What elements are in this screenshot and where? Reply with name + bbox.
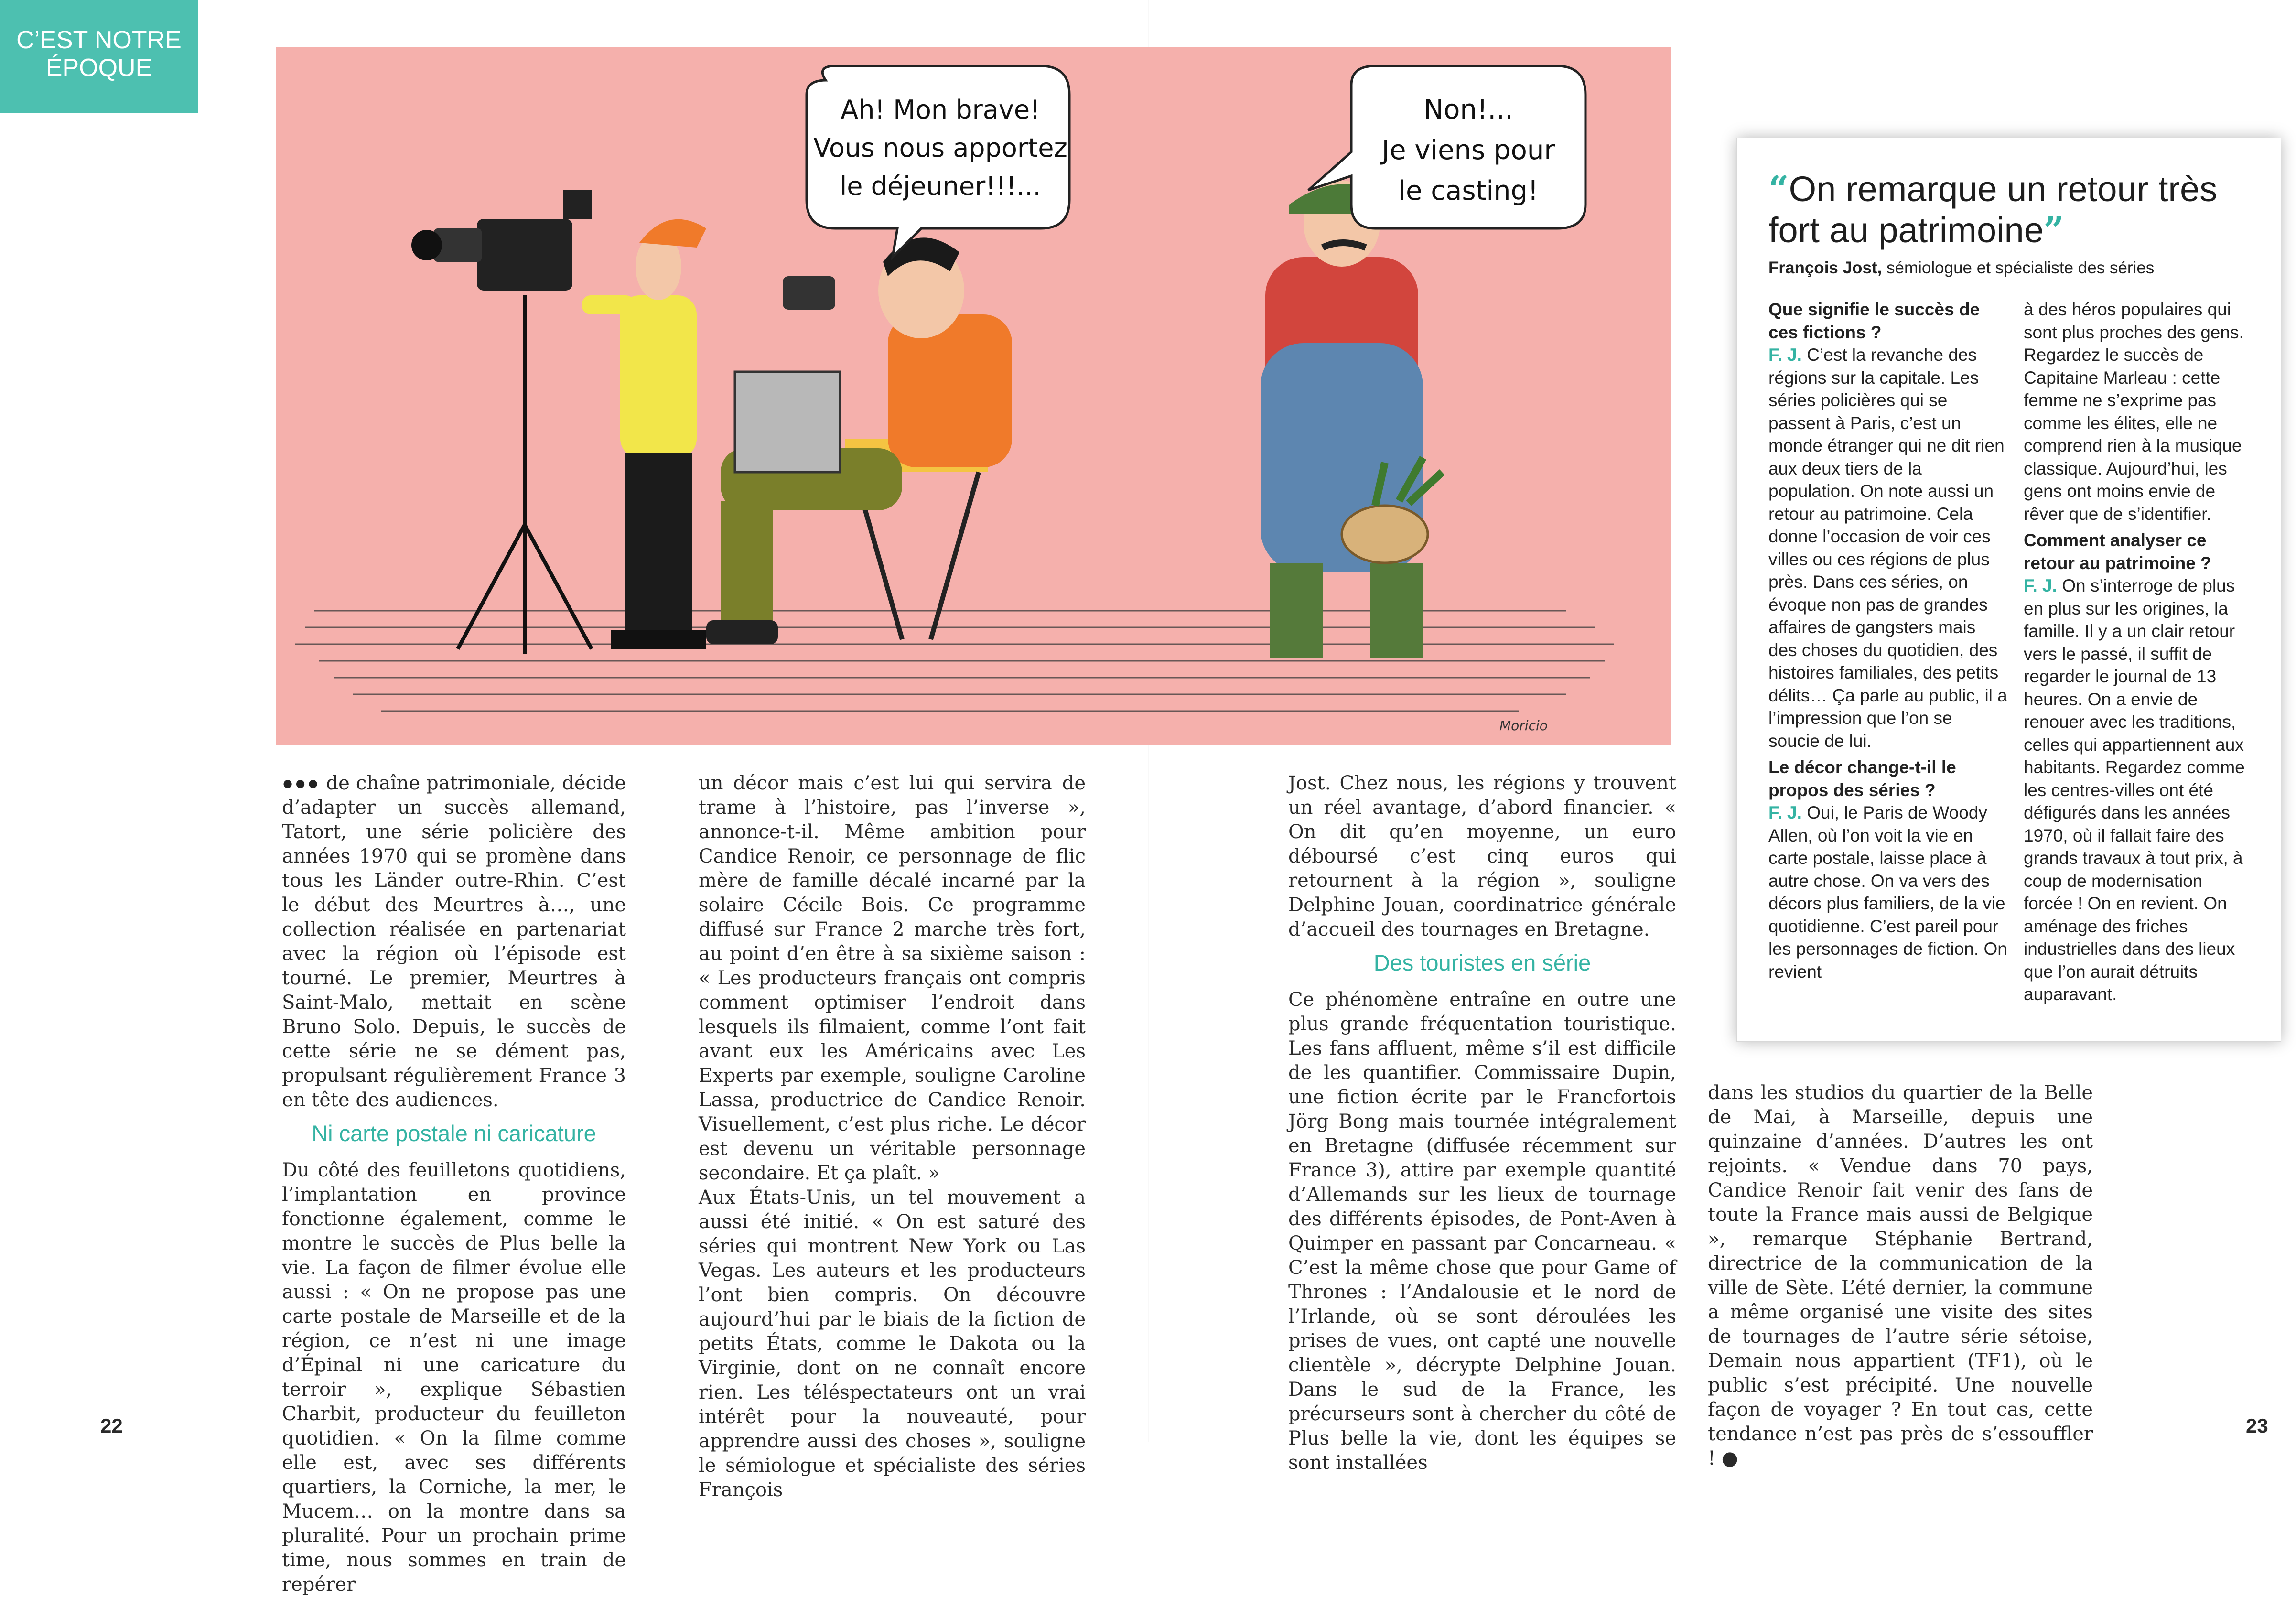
- director: [706, 237, 1012, 644]
- question-2: Le décor change-t-il le propos des séries ?: [1768, 757, 1956, 800]
- bubble-right-line3: le casting!: [1398, 175, 1539, 206]
- question-1: Que signifie le succès de ces fictions ?: [1768, 300, 1980, 342]
- answer-3-initials: F. J.: [2024, 576, 2057, 595]
- close-quote-icon: ”: [2043, 210, 2064, 251]
- article-column-1: [282, 771, 626, 1597]
- interview-column-right: [2024, 298, 2248, 1006]
- col3-paragraph-1: Jost. Chez nous, les régions y trouvent un réel avantage, d’abord financier. « On dit qu’en moyenne, un euro déboursé c’est cinq euros qui retournent à la région », souligne Delphine Jouan, coordinatrice générale d’accueil des tournages en Bretagne.: [1288, 772, 1676, 940]
- cartoon-drawing: [276, 47, 1671, 745]
- interview-column-left: [1768, 298, 2007, 983]
- col3-paragraph-2: Ce phénomène entraîne en outre une plus grande fréquentation touristique. Les fans affluent, même s’il est difficile de les quantifier. Commissaire Dupin, une fiction écrite par le Francfortois Jörg Bong mais tournée intégralement en Bretagne (diffusée récemment sur France 3), attire par exemple quantité d’Allemands sur les lieux de tournage des différents épisodes, de Pont-Aven à Quimper en passant par Concarneau. « C’est la même chose que pour Game of Thrones : l’Andalousie et le nord de l’Irlande, où se sont déroulées les prises de vues, ont capté une nouvelle clientèle », décrypte Delphine Jouan. Dans le sud de la France, les précurseurs sont à chercher du côté de Plus belle la vie, dont les équipes se sont installées: [1288, 989, 1676, 1474]
- subheading-touristes-en-serie: Des touristes en série: [1373, 950, 1591, 975]
- subheading-ni-carte-postale: Ni carte postale ni caricature: [312, 1121, 596, 1146]
- farmer: [1261, 181, 1442, 658]
- bubble-left-line1: Ah! Mon brave!: [841, 95, 1040, 125]
- section-tag-line2: ÉPOQUE: [45, 54, 152, 82]
- article-column-2: [699, 771, 1086, 1502]
- interview-byline: [1768, 258, 2275, 279]
- col1-paragraph-2: Du côté des feuilletons quotidiens, l’implantation en province fonctionne également, comme le montre le succès de Plus belle la vie. La façon de filmer évolue elle aussi : « On ne propose pas une carte postale de Marseille et de la région, ce n’est ni une image d’Épinal ni une caricature du terroir », explique Sébastien Charbit, producteur du feuilleton quotidien. « On la filme comme elle est, avec ses différents quartiers, la Corniche, la mer, le Mucem… on la montre dans sa pluralité. Pour un prochain prime time, nous sommes en train de repérer: [282, 1159, 626, 1596]
- interview-headline-text: On remarque un retour très fort au patrimoine: [1768, 169, 2218, 250]
- col4-paragraph-1: dans les studios du quartier de la Belle de Mai, à Marseille, depuis une quinzaine d’années. D’autres les ont rejoints. « Vendue dans 70 pays, Candice Renoir fait venir des fans de toute la France mais aussi de Belgique », remarque Stéphanie Bertrand, directrice de la communication de la ville de Sète. L’été dernier, la commune a même organisé une visite des sites de tournages de l’autre série sétoise, Demain nous appartient (TF1), où le public s’est précipité. Une nouvelle façon de voyager ? En tout cas, cette tendance n’est pas près de s’essouffler !: [1708, 1082, 2093, 1469]
- byline-role: sémiologue et spécialiste des séries: [1882, 259, 2155, 277]
- question-3: Comment analyser ce retour au patrimoine ?: [2024, 530, 2211, 573]
- cartoon-illustration: [276, 47, 1671, 745]
- illustrator-signature: Moricio: [1499, 718, 1548, 734]
- answer-3: On s’interroge de plus en plus sur les origines, la famille. Il y a un clair retour vers le passé, il suffit de regarder le journal de 13 heures. On a envie de renouer avec les traditions, celles qui appartiennent aux habitants. Regardez comme les centres-villes ont été défigurés dans les années 1970, où il fallait faire des grands travaux à tout prix, à coup de modernisation forcée ! On en revient. On aménage des friches industrielles dans des lieux que l’on aurait détruits auparavant.: [2024, 576, 2245, 1004]
- bubble-right-line1: Non!...: [1423, 94, 1513, 125]
- answer-2: Oui, le Paris de Woody Allen, où l’on voit la vie en carte postale, laisse place à autre chose. On va vers des décors plus familiers, de la vie quotidienne. C’est pareil pour les personnages de fiction. On revient: [1768, 803, 2007, 982]
- page-number-left: 22: [100, 1414, 123, 1437]
- film-camera: [411, 190, 592, 291]
- bubble-left-line2: Vous nous apportez: [813, 133, 1067, 163]
- article-column-3: [1288, 771, 1676, 1475]
- continuation-marker: ●●●: [282, 773, 320, 794]
- bubble-left-line3: le déjeuner!!!...: [840, 171, 1041, 201]
- answer-1-initials: F. J.: [1768, 345, 1802, 365]
- end-of-article-mark: ●: [1715, 1447, 1738, 1469]
- camera-tripod: [458, 295, 592, 654]
- answer-2-continued: à des héros populaires qui sont plus proches des gens. Regardez le succès de Capitaine Marleau : cette femme ne s’exprime pas comme les élites, elle ne comprend rien à la musique classique. Aujourd’hui, les gens ont moins envie de rêver que de s’identifier.: [2024, 300, 2244, 524]
- open-quote-icon: “: [1768, 169, 1789, 210]
- interview-headline: [1768, 169, 2265, 251]
- byline-name: François Jost,: [1768, 259, 1882, 277]
- answer-1: C’est la revanche des régions sur la capitale. Les séries policières qui se passent à Paris, c’est un monde étranger qui ne dit rien aux deux tiers de la population. On note aussi un retour au patrimoine. Cela donne l’occasion de voir ces villes ou ces régions de plus près. Dans ces séries, on évoque non pas de grandes affaires de gangsters mais des choses du quotidien, des histoires familiales, des petits délits… Ça parle au public, il a l’impression que l’on se soucie de lui.: [1768, 345, 2007, 751]
- article-column-4: [1708, 1081, 2093, 1471]
- speech-bubble-left: [807, 66, 1069, 257]
- col1-paragraph-1: de chaîne patrimoniale, décide d’adapter un succès allemand, Tatort, une série policière des années 1970 qui se promène dans tous les Länder outre-Rhin. C’est le début des Meurtres à…, une collection réalisée en partenariat avec la région où l’épisode est tourné. Le premier, Meurtres à Saint-Malo, mettait en scène Bruno Solo. Depuis, le succès de cette série ne se dément pas, propulsant régulièrement France 3 en tête des audiences.: [282, 772, 626, 1111]
- section-tag-line1: C’EST NOTRE: [16, 26, 182, 54]
- col2-paragraph-2: Aux États-Unis, un tel mouvement a aussi été initié. « On est saturé des séries qui montrent New York ou Las Vegas. Les auteurs et les producteurs l’ont bien compris. On découvre aujourd’hui par le biais de la fiction de petits États, comme le Dakota ou la Virginie, dont on ne connaît encore rien. Les téléspectateurs ont un vrai intérêt pour la nouveauté, pour apprendre aussi des choses », souligne le sémiologue et spécialiste des séries François: [699, 1187, 1086, 1501]
- answer-2-initials: F. J.: [1768, 803, 1802, 822]
- col2-paragraph-1: un décor mais c’est lui qui servira de trame à l’histoire, pas l’inverse », annonce-t-il. Même ambition pour Candice Renoir, ce personnage de flic mère de famille décalé incarné par la solaire Cécile Bois. Ce programme diffusé sur France 2 marche très fort, au point d’en être à sa sixième saison : « Les producteurs français ont compris comment optimiser l’endroit dans lesquels ils filmaient, comme l’ont fait avant eux les Américains avec Les Experts par exemple, souligne Caroline Lassa, productrice de Candice Renoir. Visuellement, c’est plus riche. Le décor est devenu un véritable personnage secondaire. Et ça plaît. »: [699, 772, 1086, 1184]
- bubble-right-line2: Je viens pour: [1381, 135, 1555, 166]
- cameraman: [582, 219, 706, 649]
- interview-box: [1736, 138, 2281, 1042]
- section-tag: [0, 0, 198, 113]
- page-number-right: 23: [2246, 1414, 2268, 1437]
